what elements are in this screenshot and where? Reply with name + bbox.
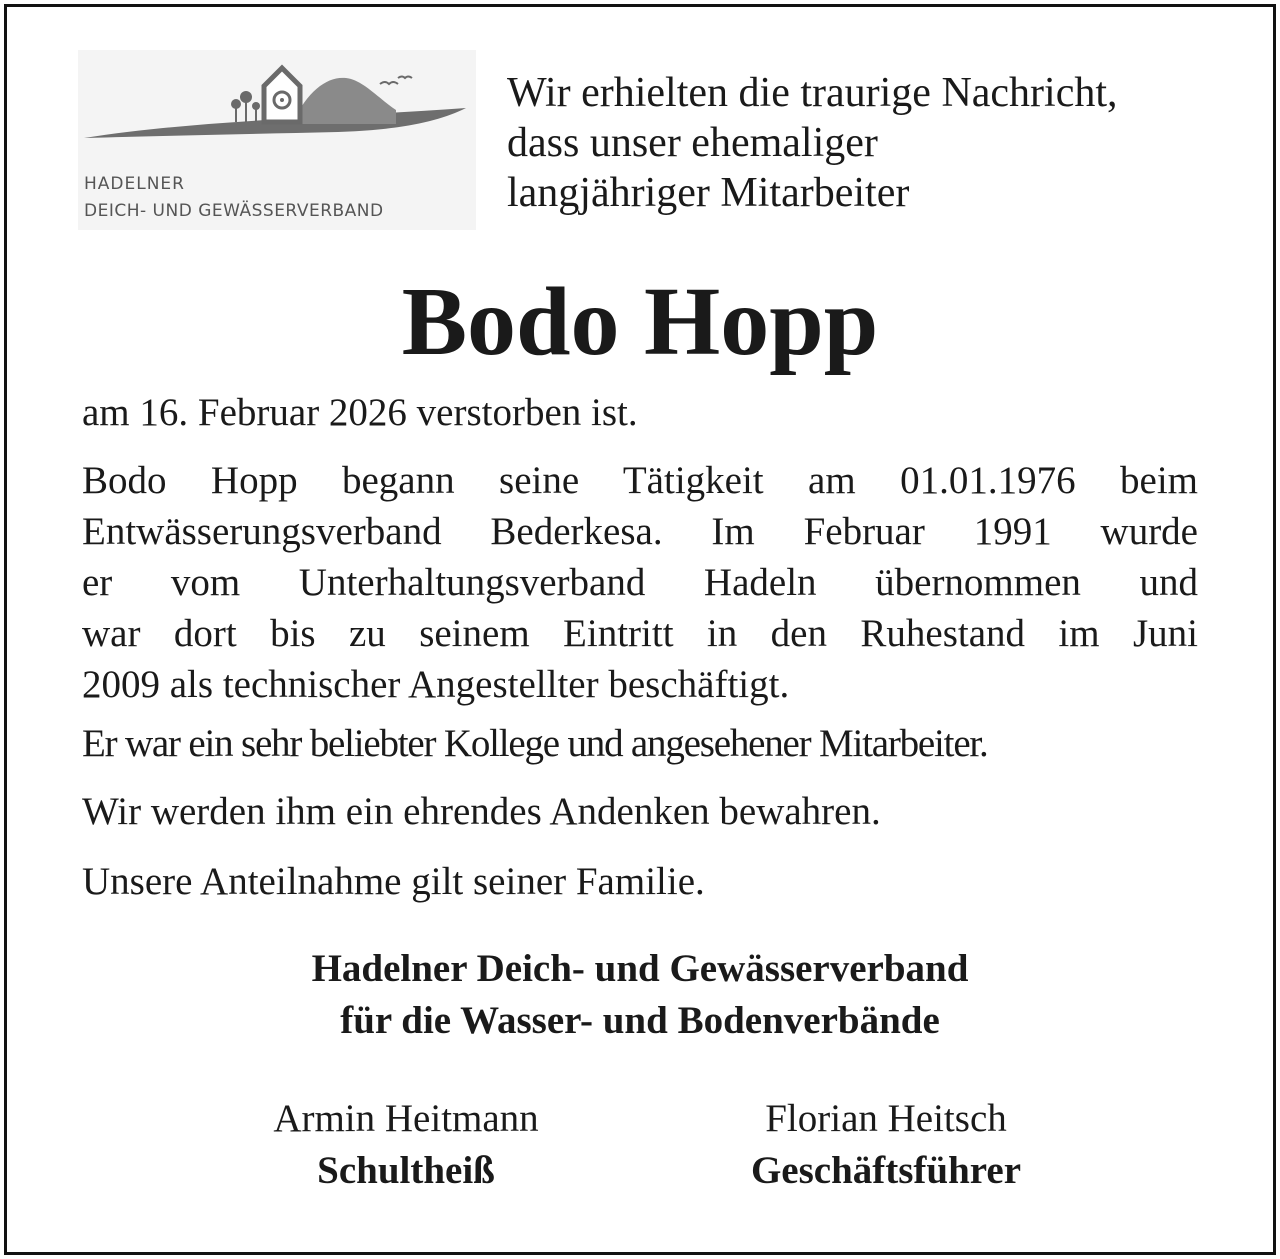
signatory-name: Florian Heitsch [765,1097,1007,1140]
intro-line: dass unser ehemaliger [507,120,878,166]
signatory-name: Armin Heitmann [273,1097,539,1140]
colleague-line: Er war ein sehr beliebter Kollege und angesehener Mitarbeiter. [82,722,988,765]
intro-line: Wir erhielten die traurige Nachricht, [507,70,1118,116]
remembrance-line: Wir werden ihm ein ehrendes Andenken bewahren. [82,790,881,833]
signatory-role: Schultheiß [317,1149,495,1192]
organization-line1: Hadelner Deich- und Gewässerverband [311,947,969,990]
date-line: am 16. Februar 2026 verstorben ist. [82,391,638,434]
logo-text-line2: DEICH- UND GEWÄSSERVERBAND [84,201,384,221]
organization-name [0,943,1280,1047]
intro-line: langjähriger Mitarbeiter [507,170,910,216]
deceased-name: Bodo Hopp [401,268,879,376]
organization-line2: für die Wasser- und Bodenverbände [340,999,940,1042]
biography-line: Bodo Hopp begann seine Tätigkeit am 01.01.1976 beim [82,459,1198,502]
signatory-role: Geschäftsführer [750,1149,1022,1192]
biography-line: 2009 als technischer Angestellter beschäftigt. [82,663,790,706]
dike-house-logo-icon [78,50,476,170]
biography-line: Entwässerungsverband Bederkesa. Im Februar 1991 wurde [82,510,1198,553]
signatory-left [196,1093,616,1197]
intro-text [507,68,1227,218]
organization-logo [78,50,476,230]
signatory-right [676,1093,1096,1197]
biography-paragraph [82,455,1198,710]
logo-text-line1: HADELNER [84,174,185,194]
condolence-line: Unsere Anteilnahme gilt seiner Familie. [82,860,705,903]
biography-line: er vom Unterhaltungsverband Hadeln übernommen und [82,561,1198,604]
biography-line: war dort bis zu seinem Eintritt in den Ruhestand im Juni [82,612,1198,655]
